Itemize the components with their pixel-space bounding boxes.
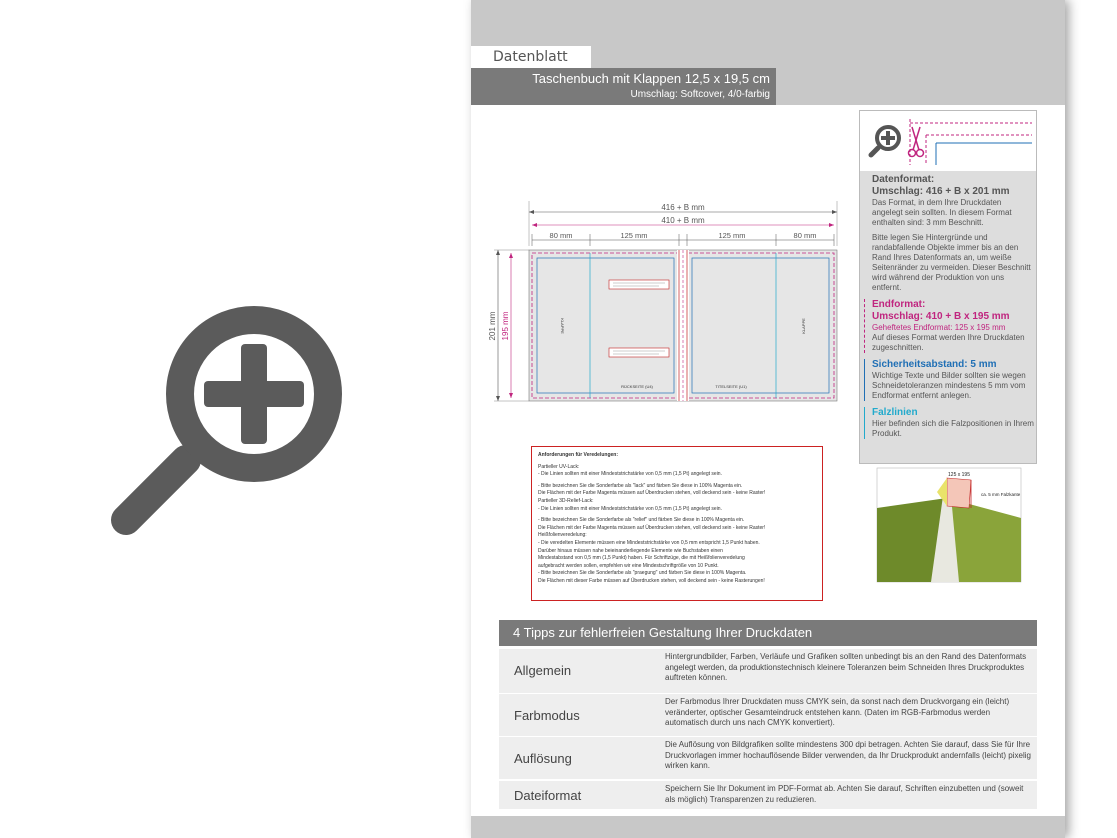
requirement-line: Anforderungen für Veredelungen:	[538, 452, 619, 458]
endformat-title: Endformat:	[872, 299, 926, 310]
legend-sicherheitsabstand	[872, 359, 1034, 401]
tip-label: Auflösung	[514, 751, 572, 766]
tip-row-dateiformat	[499, 781, 1037, 809]
format-legend	[859, 110, 1037, 464]
falz-title: Falzlinien	[872, 407, 918, 418]
datenformat-title: Datenformat:	[872, 174, 935, 185]
label-flap-left: KLAPPE	[560, 318, 565, 334]
falz-text: Hier befinden sich die Falzpositionen in Ihrem Produkt.	[872, 419, 1034, 438]
requirement-line: - Die Linien sollten mit einer Mindeststrichstärke von 0,5 mm (1,5 Pt) angelegt sein.	[538, 471, 722, 478]
label-back: RÜCKSEITE (U4)	[621, 384, 653, 389]
label-front: TITELSEITE (U1)	[715, 384, 747, 389]
tip-label: Dateiformat	[514, 788, 582, 803]
sicherheit-text: Wichtige Texte und Bilder sollten sie wegen Schneidetoleranzen mindestens 5 mm vom Endformat entfernt anlegen.	[872, 371, 1026, 400]
datenformat-subtitle: Umschlag: 416 + B x 201 mm	[872, 186, 1010, 197]
zoom-in-icon[interactable]	[104, 290, 356, 542]
endformat-sub2: Geheftetes Endformat: 125 x 195 mm	[872, 323, 1006, 332]
sicherheit-title: Sicherheitsabstand: 5 mm	[872, 359, 997, 370]
datenformat-text2: Bitte legen Sie Hintergründe und randabfallende Objekte immer bis an den Rand Ihres Datenformats an, um weiße Seitenränder zu vermeiden. Dieser Beschnitt wird während der Produktion von uns entfernt.	[872, 233, 1031, 292]
product-subtitle: Umschlag: Softcover, 4/0-farbig	[630, 89, 770, 100]
requirement-line: - Die Linien sollten mit einer Mindeststrichstärke von 0,5 mm (1,5 Pt) angelegt sein.	[538, 505, 722, 512]
tip-label: Allgemein	[514, 663, 572, 678]
dim-width-total: 416 + B mm	[661, 203, 705, 212]
dim-width-final: 410 + B mm	[661, 216, 705, 225]
requirement-line: Die Flächen mit der Farbe Magenta müssen auf Überdrucken stehen, voll deckend sein - keine Raster!	[538, 524, 766, 531]
legend-datenformat	[872, 174, 1034, 293]
requirement-line: aufgebracht werden sollen, empfehlen wir eine Mindestschriftgröße von 10 Punkt.	[538, 562, 719, 569]
dim-panel-right: 125 mm	[718, 231, 746, 240]
dim-panel-left: 125 mm	[620, 231, 648, 240]
endformat-text: Auf dieses Format werden Ihre Druckdaten zugeschnitten.	[872, 333, 1025, 352]
fold-illustration	[877, 468, 1021, 582]
tip-label: Farbmodus	[514, 708, 580, 723]
requirement-line: Partieller UV-Lack:	[538, 463, 580, 470]
requirement-line: Mindestabstand von 0,5 mm (1,5 Punkt) haben. Für Schriftzüge, die mit Heißfolienveredelung	[538, 555, 745, 562]
legend-falzlinien	[872, 407, 1034, 439]
zoom-in-small-icon[interactable]	[868, 123, 904, 159]
datasheet-tab: Datenblatt	[471, 46, 591, 68]
datenformat-text: Das Format, in dem Ihre Druckdaten angelegt sein sollten. In diesem Format enthalten sind: 3 mm Beschnitt.	[872, 198, 1012, 227]
requirement-line: Heißfolienveredelung:	[538, 532, 587, 539]
scissors-icon	[908, 117, 1032, 165]
tip-row-aufloesung	[499, 737, 1037, 779]
dim-flap-left: 80 mm	[549, 231, 573, 240]
product-title: Taschenbuch mit Klappen 12,5 x 19,5 cm	[532, 71, 770, 86]
requirement-line: Die Flächen mit der Farbe Magenta müssen auf Überdrucken stehen, voll deckend sein - keine Raster!	[538, 490, 766, 497]
requirement-line: - Bitte bezeichnen Sie die Sonderfarbe als "lack" und färben Sie diese in 100% Magenta ein.	[538, 482, 743, 489]
tips-title: 4 Tipps zur fehlerfreien Gestaltung Ihrer Druckdaten	[499, 620, 1037, 646]
tip-text: Die Auflösung von Bildgrafiken sollte mindestens 300 dpi betragen. Achten Sie darauf, dass Sie für Ihre Druckvorlagen immer hochauflösende Bilder verwenden, da Ihr Druckprodukt andernfalls (leicht) pixelig wirken kann.	[665, 740, 1031, 770]
finishing-requirements	[531, 446, 823, 601]
requirement-line: Die Flächen mit dieser Farbe müssen auf Überdrucken stehen, voll deckend sein - keine Rasterungen!	[538, 577, 765, 584]
requirement-line: - Bitte bezeichnen Sie die Sonderfarbe als "praegung" und färben Sie diese in 100% Magenta.	[538, 570, 747, 577]
endformat-subtitle: Umschlag: 410 + B x 195 mm	[872, 311, 1010, 322]
dim-height-final: 195 mm	[501, 311, 510, 341]
requirement-line: Darüber hinaus müssen nahe beieinanderliegende Elemente wie Buchstaben einen	[538, 547, 723, 554]
datasheet-page	[471, 0, 1065, 838]
dim-flap-right: 80 mm	[793, 231, 817, 240]
legend-endformat	[872, 299, 1034, 353]
fold-label-side: ca. 5 mm Falzkante	[981, 492, 1021, 497]
tip-row-allgemein	[499, 649, 1037, 693]
dim-height-total: 201 mm	[488, 311, 497, 341]
label-flap-right: KLAPPE	[801, 318, 806, 334]
tip-text: Hintergrundbilder, Farben, Verläufe und Grafiken sollten unbedingt bis an den Rand des Datenformats angelegt werden, da produktionstechnisch kleinere Toleranzen beim Schneiden Ihres Druckproduktes auftreten können.	[665, 652, 1027, 682]
tip-text: Der Farbmodus Ihrer Druckdaten muss CMYK sein, da sonst nach dem Druckvorgang ein (leicht) veränderter, optischer Gesamteindruck entstehen kann. (Daten im RGB-Farbmodus werden automatisch durch uns nach CMYK konvertiert).	[665, 697, 1010, 727]
requirement-line: - Bitte bezeichnen Sie die Sonderfarbe als "relief" und färben Sie diese in 100% Magenta ein.	[538, 517, 745, 524]
tip-text: Speichern Sie Ihr Dokument im PDF-Format ab. Achten Sie darauf, Schriften einzubetten und (soweit als möglich) Transparenzen zu reduzieren.	[665, 784, 1024, 804]
legend-icons	[860, 111, 1036, 171]
dieline-diagram	[489, 196, 849, 410]
product-title-bar	[471, 68, 776, 105]
tip-row-farbmodus	[499, 694, 1037, 736]
footer-band	[471, 816, 1065, 838]
requirement-line: - Die veredelten Elemente müssen eine Mindeststrichstärke von 0,5 mm entspricht 1,5 Punkt haben.	[538, 539, 760, 546]
fold-label-top: 125 x 195	[948, 472, 970, 478]
requirement-line: Partieller 3D-Relief-Lack:	[538, 497, 594, 504]
